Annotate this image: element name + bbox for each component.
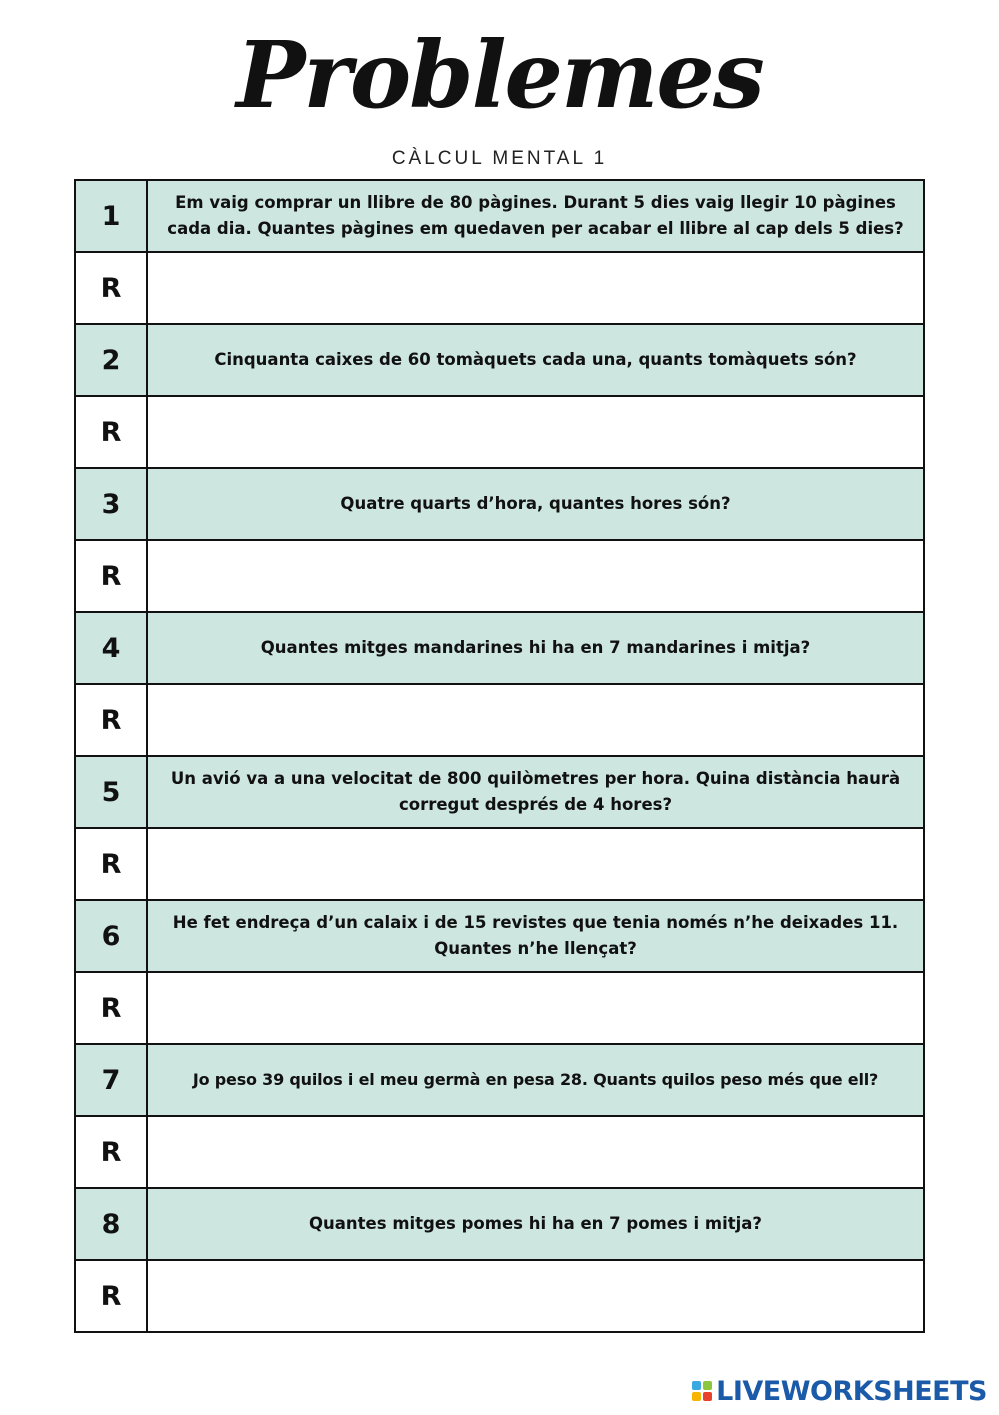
question-row: [75, 612, 924, 684]
logo-square: [703, 1392, 712, 1401]
question-text: Cinquanta caixes de 60 tomàquets cada una, quants tomàquets són?: [147, 324, 924, 396]
answer-input-1[interactable]: [148, 253, 923, 323]
answer-cell: [147, 684, 924, 756]
answer-cell: [147, 972, 924, 1044]
question-number: 4: [75, 612, 147, 684]
question-row: [75, 756, 924, 828]
answer-row: [75, 972, 924, 1044]
logo-square: [692, 1392, 701, 1401]
page-title: Problemes: [236, 21, 763, 129]
page-subtitle: CÀLCUL MENTAL 1: [391, 148, 608, 169]
answer-input-6[interactable]: [148, 973, 923, 1043]
answer-row: [75, 396, 924, 468]
answer-row: [75, 252, 924, 324]
answer-cell: [147, 828, 924, 900]
logo-square: [703, 1381, 712, 1390]
question-text: Un avió va a una velocitat de 800 quilòmetres per hora. Quina distància haurà corregut després de 4 hores?: [147, 756, 924, 828]
logo-square: [692, 1381, 701, 1390]
brand-name: LIVEWORKSHEETS: [716, 1375, 987, 1407]
answer-label: R: [75, 252, 147, 324]
question-text: Em vaig comprar un llibre de 80 pàgines. Durant 5 dies vaig llegir 10 pàgines cada dia. Quantes pàgines em quedaven per acabar el llibre al cap dels 5 dies?: [147, 180, 924, 252]
answer-row: [75, 684, 924, 756]
answer-cell: [147, 540, 924, 612]
answer-label: R: [75, 1260, 147, 1332]
answer-cell: [147, 252, 924, 324]
answer-label: R: [75, 684, 147, 756]
question-number: 7: [75, 1044, 147, 1116]
question-row: [75, 180, 924, 252]
answer-cell: [147, 1260, 924, 1332]
question-row: [75, 324, 924, 396]
answer-label: R: [75, 972, 147, 1044]
question-text: Quatre quarts d’hora, quantes hores són?: [147, 468, 924, 540]
question-row: [75, 1044, 924, 1116]
question-text: Quantes mitges pomes hi ha en 7 pomes i mitja?: [147, 1188, 924, 1260]
question-number: 2: [75, 324, 147, 396]
question-text: He fet endreça d’un calaix i de 15 revistes que tenia només n’he deixades 11. Quantes n’he llençat?: [147, 900, 924, 972]
answer-input-8[interactable]: [148, 1261, 923, 1331]
question-number: 8: [75, 1188, 147, 1260]
question-row: [75, 1188, 924, 1260]
liveworksheets-logo-icon: [692, 1381, 712, 1401]
answer-label: R: [75, 540, 147, 612]
question-text: Quantes mitges mandarines hi ha en 7 mandarines i mitja?: [147, 612, 924, 684]
answer-input-3[interactable]: [148, 541, 923, 611]
answer-input-4[interactable]: [148, 685, 923, 755]
answer-row: [75, 828, 924, 900]
answer-input-5[interactable]: [148, 829, 923, 899]
answer-row: [75, 1260, 924, 1332]
answer-input-7[interactable]: [148, 1117, 923, 1187]
question-row: [75, 900, 924, 972]
question-number: 1: [75, 180, 147, 252]
question-number: 5: [75, 756, 147, 828]
answer-label: R: [75, 396, 147, 468]
answer-input-2[interactable]: [148, 397, 923, 467]
problems-table: [74, 179, 925, 1333]
answer-label: R: [75, 1116, 147, 1188]
question-number: 3: [75, 468, 147, 540]
question-number: 6: [75, 900, 147, 972]
liveworksheets-logo: [692, 1374, 987, 1408]
answer-label: R: [75, 828, 147, 900]
question-text: Jo peso 39 quilos i el meu germà en pesa 28. Quants quilos peso més que ell?: [147, 1044, 924, 1116]
question-row: [75, 468, 924, 540]
answer-row: [75, 540, 924, 612]
answer-cell: [147, 396, 924, 468]
answer-row: [75, 1116, 924, 1188]
answer-cell: [147, 1116, 924, 1188]
